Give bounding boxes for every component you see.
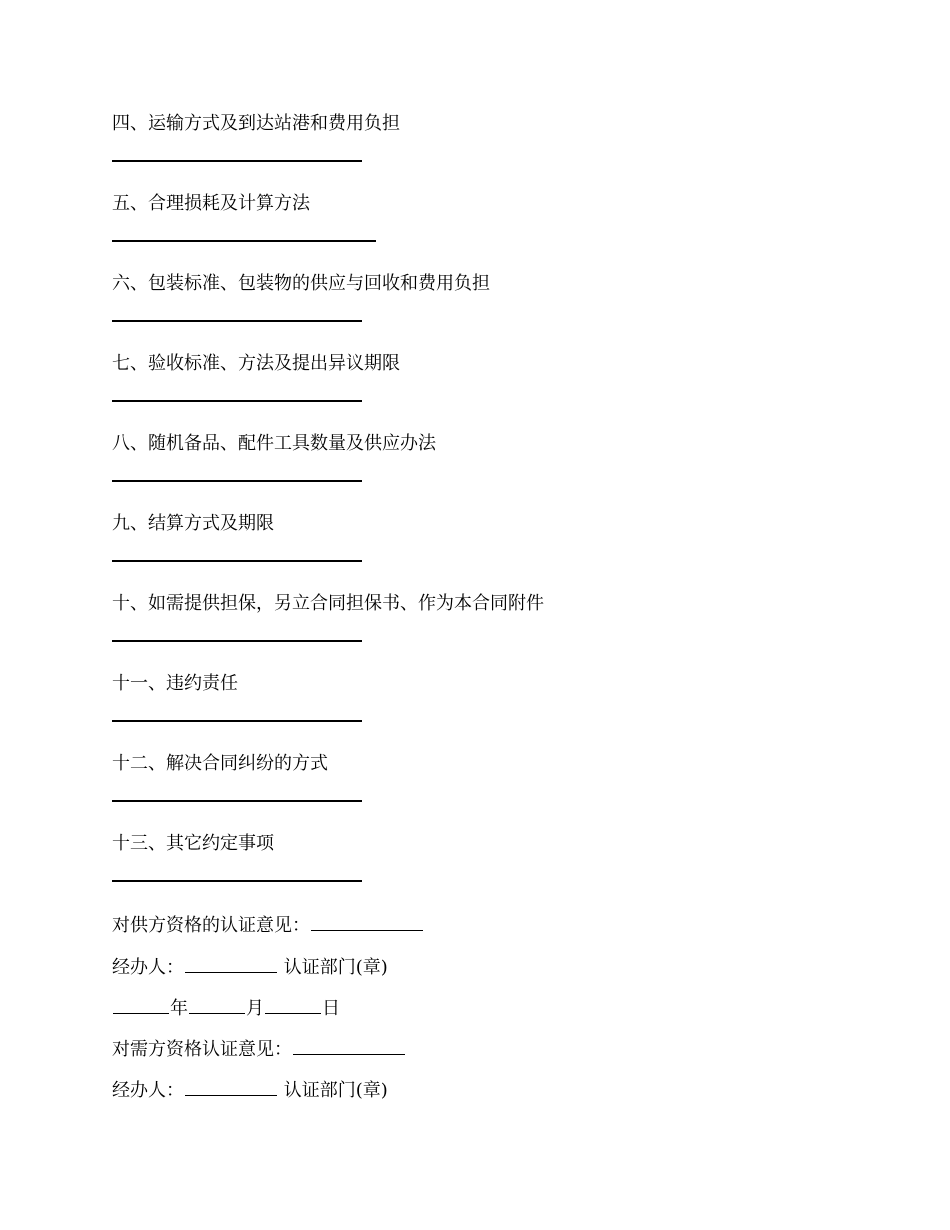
day-label: 日 bbox=[322, 998, 340, 1019]
year-blank[interactable] bbox=[113, 995, 169, 1014]
buyer-handler-blank[interactable] bbox=[185, 1077, 277, 1096]
fill-line-5[interactable] bbox=[112, 240, 376, 242]
buyer-dept-label: 认证部门(章) bbox=[283, 1080, 388, 1101]
buyer-review-label: 对需方资格认证意见： bbox=[112, 1039, 292, 1060]
buyer-handler-label: 经办人： bbox=[112, 1080, 184, 1101]
fill-line-4[interactable] bbox=[112, 160, 362, 162]
supplier-review-blank[interactable] bbox=[311, 912, 423, 931]
fill-line-11[interactable] bbox=[112, 720, 362, 722]
year-label: 年 bbox=[170, 998, 188, 1019]
fill-line-8[interactable] bbox=[112, 480, 362, 482]
fill-line-13[interactable] bbox=[112, 880, 362, 882]
section-heading-12: 十二、解决合同纠纷的方式 bbox=[112, 753, 328, 774]
supplier-handler-label: 经办人： bbox=[112, 957, 184, 978]
buyer-review-blank[interactable] bbox=[293, 1036, 405, 1055]
section-heading-4: 四、运输方式及到达站港和费用负担 bbox=[112, 113, 400, 134]
fill-line-7[interactable] bbox=[112, 400, 362, 402]
fill-line-9[interactable] bbox=[112, 560, 362, 562]
section-heading-7: 七、验收标准、方法及提出异议期限 bbox=[112, 353, 400, 374]
fill-line-6[interactable] bbox=[112, 320, 362, 322]
supplier-handler-blank[interactable] bbox=[185, 954, 277, 973]
buyer-handler-line bbox=[112, 1077, 388, 1103]
section-heading-11: 十一、违约责任 bbox=[112, 673, 238, 694]
supplier-review-line bbox=[112, 912, 424, 938]
month-label: 月 bbox=[246, 998, 264, 1019]
section-heading-13: 十三、其它约定事项 bbox=[112, 833, 274, 854]
section-heading-8: 八、随机备品、配件工具数量及供应办法 bbox=[112, 433, 436, 454]
section-heading-9: 九、结算方式及期限 bbox=[112, 513, 274, 534]
fill-line-12[interactable] bbox=[112, 800, 362, 802]
supplier-review-label: 对供方资格的认证意见： bbox=[112, 915, 310, 936]
fill-line-10[interactable] bbox=[112, 640, 362, 642]
section-heading-6: 六、包装标准、包装物的供应与回收和费用负担 bbox=[112, 273, 490, 294]
buyer-review-line bbox=[112, 1036, 406, 1062]
month-blank[interactable] bbox=[189, 995, 245, 1014]
day-blank[interactable] bbox=[265, 995, 321, 1014]
section-heading-5: 五、合理损耗及计算方法 bbox=[112, 193, 310, 214]
date-line bbox=[112, 995, 340, 1021]
section-heading-10: 十、如需提供担保，另立合同担保书、作为本合同附件 bbox=[112, 593, 544, 614]
supplier-handler-line bbox=[112, 954, 388, 980]
supplier-dept-label: 认证部门(章) bbox=[283, 957, 388, 978]
